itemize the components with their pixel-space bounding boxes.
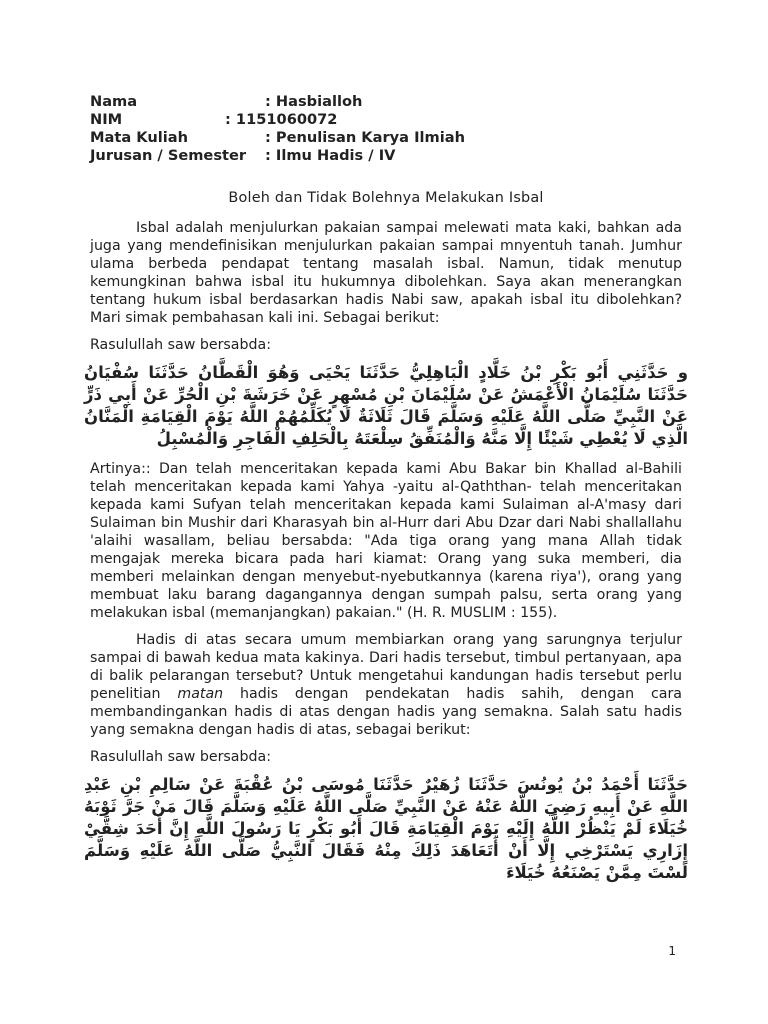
course-label: Mata Kuliah <box>90 129 188 146</box>
name-row <box>90 93 682 111</box>
course-row <box>90 129 682 147</box>
nim-value: : 1151060072 <box>225 111 338 128</box>
intro-paragraph: Isbal adalah menjulurkan pakaian sampai melewati mata kaki, bahkan ada juga yang mendefinisikan menjulurkan pakaian sampai mnyentuh tanah. Jumhur ulama berbeda pendapat tentang masalah isbal. Namun, tidak menutup kemungkinan bahwa isbal itu hukumnya dibolehkan. Saya akan menerangkan tentang hukum isbal berdasarkan hadis Nabi saw, apakah isbal itu dibolehkan? Mari simak pembahasan kali ini. Sebagai berikut: <box>90 220 682 326</box>
course-value: : Penulisan Karya Ilmiah <box>265 129 465 146</box>
hadith-2-lead: Rasulullah saw bersabda: <box>90 749 271 765</box>
hadith-1-arabic: و حَدَّثَنِي أَبُو بَكْرِ بْنُ خَلَّادٍ الْبَاهِلِيُّ حَدَّثَنَا يَحْيَى وَهُوَ الْقَطَّانُ حَدَّثَنَا سُفْيَانُ حَدَّثَنَا سُلَيْمَانُ الْأَعْمَشُ عَنْ سُلَيْمَانَ بْنِ مُسْهِرٍ عَنْ خَرَشَةَ بْنِ الْحُرِّ عَنْ أَبِي ذَرٍّ عَنْ النَّبِيِّ صَلَّى اللَّهُ عَلَيْهِ وَسَلَّمَ قَالَ ثَلَاثَةٌ لَا يُكَلِّمُهُمْ اللَّهُ يَوْمَ الْقِيَامَةِ الْمَنَّانُ الَّذِي لَا يُعْطِي شَيْئًا إِلَّا مَنَّهُ وَالْمُنَفِّقُ سِلْعَتَهُ بِالْحَلِفِ الْفَاجِرِ وَالْمُسْبِلُ <box>84 363 688 448</box>
discussion-paragraph <box>90 631 682 739</box>
major-value: : Ilmu Hadis / IV <box>265 147 396 164</box>
hadith-1-lead: Rasulullah saw bersabda: <box>90 337 271 353</box>
major-label: Jurusan / Semester <box>90 147 247 164</box>
major-row <box>90 147 682 165</box>
hadith-1-translation: Artinya:: Dan telah menceritakan kepada kami Abu Bakar bin Khallad al-Bahili telah menceritakan kepada kami Yahya -yaitu al-Qaththan- telah menceritakan kepada kami Sufyan telah menceritakan kepada kami Sulaiman al-A'masy dari Sulaiman bin Mushir dari Kharasyah bin al-Hurr dari Abu Dzar dari Nabi shallallahu 'alaihi wasallam, beliau bersabda: "Ada tiga orang yang mana Allah tidak mengajak mereka bicara pada hari kiamat: Orang yang suka memberi, dia memberi melainkan dengan menyebut-nyebutkannya (karena riya'), orang yang membuat laku barang dagangannya dengan sumpah palsu, serta orang yang melakukan isbal (memanjangkan) pakaian." (H. R. MUSLIM : 155). <box>90 461 682 621</box>
hadith-2-arabic: حَدَّثَنَا أَحْمَدُ بْنُ يُونُسَ حَدَّثَنَا زُهَيْرٌ حَدَّثَنَا مُوسَى بْنُ عُقْبَةَ عَنْ سَالِمِ بْنِ عَبْدِ اللَّهِ عَنْ أَبِيهِ رَضِيَ اللَّهُ عَنْهُ عَنْ النَّبِيِّ صَلَّى اللَّهُ عَلَيْهِ وَسَلَّمَ قَالَ مَنْ جَرَّ ثَوْبَهُ خُيَلَاءَ لَمْ يَنْظُرْ اللَّهُ إِلَيْهِ يَوْمَ الْقِيَامَةِ قَالَ أَبُو بَكْرٍ يَا رَسُولَ اللَّهِ إِنَّ أَحَدَ شِقَّيْ إِزَارِي يَسْتَرْخِي إِلَّا أَنْ أَتَعَاهَدَ ذَلِكَ مِنْهُ فَقَالَ النَّبِيُّ صَلَّى اللَّهُ عَلَيْهِ وَسَلَّمَ لَسْتَ مِمَّنْ يَصْنَعُهُ خُيَلَاءَ <box>84 775 688 882</box>
discussion-text-1: Hadis di atas secara umum membiarkan orang yang sarungnya terjulur sampai di bawah kedua mata kakinya. Dari hadis tersebut, timbul pertanyaan, apa di balik pelarangan tersebut? Untuk mengetahui kandungan hadis tersebut perlu penelitian <box>90 632 682 702</box>
document-title: Boleh dan Tidak Bolehnya Melakukan Isbal <box>228 190 544 206</box>
nim-row <box>90 111 682 129</box>
name-label: Nama <box>90 93 138 110</box>
discussion-emphasis: matan <box>177 686 224 702</box>
page-number: 1 <box>668 944 676 958</box>
name-value: : Hasbialloh <box>265 93 363 110</box>
nim-label: NIM <box>90 111 123 128</box>
student-info <box>90 93 682 165</box>
discussion-text-2: hadis dengan pendekatan hadis sahih, dengan cara membandingankan hadis di atas dengan hadis yang semakna. Salah satu hadis yang semakna dengan hadis di atas, sebagai berikut: <box>90 686 682 738</box>
